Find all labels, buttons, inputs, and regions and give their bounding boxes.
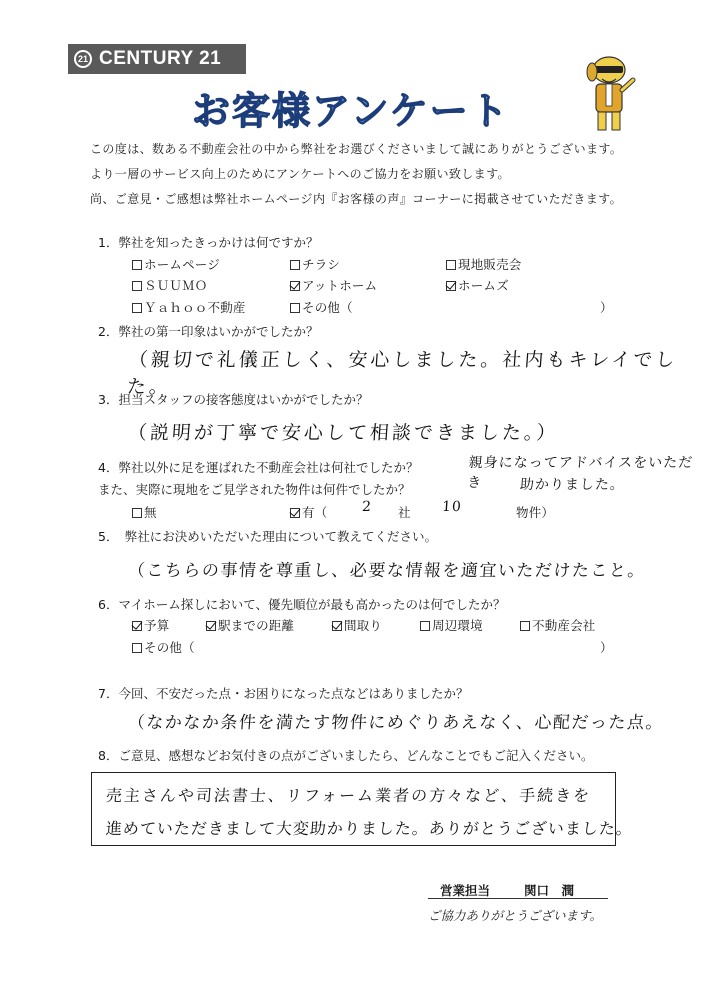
q1-option[interactable]: アットホーム (290, 276, 377, 294)
q1-other-close: ） (600, 300, 613, 315)
checkbox-checked[interactable] (206, 621, 216, 631)
signature-line (428, 898, 608, 899)
q4-note-1: 親身になってアドバイスをいただき (466, 455, 694, 491)
intro-line-3: 尚、ご意見・ご感想は弊社ホームページ内『お客様の声』コーナーに掲載させていただきます。 (90, 192, 623, 206)
q6-option[interactable]: 駅までの距離 (206, 616, 294, 634)
thanks-text: ご協力ありがとうございます。 (428, 908, 603, 923)
q6-option[interactable]: 予算 (132, 616, 169, 634)
q7-answer: （なかなか条件を満たす物件にめぐりあえなく、心配だった点。 (127, 713, 665, 733)
checkbox[interactable] (290, 303, 300, 313)
q1-option[interactable]: 現地販売会 (446, 255, 522, 273)
checkbox-checked[interactable] (446, 281, 456, 291)
dog-mascot-icon (578, 52, 640, 134)
q4-companies-value: 2 (361, 499, 373, 515)
q1-option[interactable]: Ｙａｈｏｏ不動産 (132, 298, 246, 316)
q8-answer-1: 売主さんや司法書士、リフォーム業者の方々など、手続きを (105, 786, 592, 805)
q1-option[interactable]: ホームズ (446, 276, 509, 294)
checkbox[interactable] (132, 303, 142, 313)
q6-option[interactable]: 周辺環境 (420, 616, 483, 634)
q4-note-2: 助かりました。 (519, 477, 626, 493)
q8-question: 8．ご意見、感想などお気付きの点がございましたら、どんなことでもご記入ください。 (98, 748, 594, 763)
q4-option-none[interactable]: 無 (132, 503, 157, 521)
checkbox-checked[interactable] (290, 508, 300, 518)
q5-question: 5． 弊社にお決めいただいた理由について教えてください。 (98, 529, 437, 544)
q1-option[interactable]: ホームページ (132, 255, 220, 273)
q3-answer: （説明が丁寧で安心して相談できました。） (127, 422, 560, 444)
century21-logo (68, 44, 246, 74)
q5-answer: （こちらの事情を尊重し、必要な情報を適宜いただけたこと。 (127, 561, 647, 581)
q6-option-other[interactable]: その他（ (132, 638, 195, 656)
checkbox[interactable] (290, 260, 300, 270)
q6-other-close: ） (600, 640, 613, 655)
q6-option[interactable]: 間取り (332, 616, 382, 634)
q3-question: 3．担当スタッフの接客態度はいかがでしたか？ (98, 392, 369, 407)
q7-question: 7．今回、不安だった点・お困りになった点などはありましたか？ (98, 686, 469, 701)
checkbox-checked[interactable] (332, 621, 342, 631)
checkbox[interactable] (446, 260, 456, 270)
staff-name: 関口 潤 (524, 883, 575, 898)
checkbox[interactable] (520, 621, 530, 631)
q1-question: 1．弊社を知ったきっかけは何ですか？ (98, 235, 319, 250)
checkbox[interactable] (420, 621, 430, 631)
q2-question: 2．弊社の第一印象はいかがでしたか？ (98, 324, 319, 339)
q4-properties-value: 10 (441, 499, 463, 515)
logo-text: CENTURY 21 (99, 48, 222, 69)
checkbox[interactable] (132, 643, 142, 653)
q1-option[interactable]: チラシ (290, 255, 340, 273)
intro-line-1: この度は、数ある不動産会社の中から弊社をお選びくださいまして誠にありがとうございます。 (90, 142, 623, 156)
q4-question-1: 4．弊社以外に足を運ばれた不動産会社は何社でしたか？ (98, 460, 419, 475)
q4-properties-unit: 物件） (516, 505, 555, 520)
q6-question: 6．マイホーム探しにおいて、優先順位が最も高かったのは何でしたか？ (98, 597, 506, 612)
checkbox[interactable] (132, 508, 142, 518)
q4-companies-unit: 社 (398, 505, 411, 520)
q8-answer-2: 進めていただきまして大変助かりました。ありがとうございました。 (105, 819, 634, 838)
q6-option[interactable]: 不動産会社 (520, 616, 596, 634)
q1-option[interactable]: ＳＵＵＭＯ (132, 276, 208, 294)
q4-option-yes[interactable]: 有（ (290, 503, 327, 521)
logo-mark: 21 (74, 50, 92, 68)
page-title: お客様アンケート (192, 88, 510, 133)
staff-label: 営業担当 (440, 883, 491, 898)
q2-answer: （親切で礼儀正しく、安心しました。社内もキレイでした。 (126, 349, 679, 398)
checkbox-checked[interactable] (290, 281, 300, 291)
checkbox[interactable] (132, 260, 142, 270)
checkbox[interactable] (132, 281, 142, 291)
q4-question-2: また、実際に現地をご見学された物件は何件でしたか？ (98, 482, 411, 497)
q1-option-other[interactable]: その他（ (290, 298, 353, 316)
checkbox-checked[interactable] (132, 621, 142, 631)
intro-line-2: より一層のサービス向上のためにアンケートへのご協力をお願い致します。 (90, 167, 510, 181)
